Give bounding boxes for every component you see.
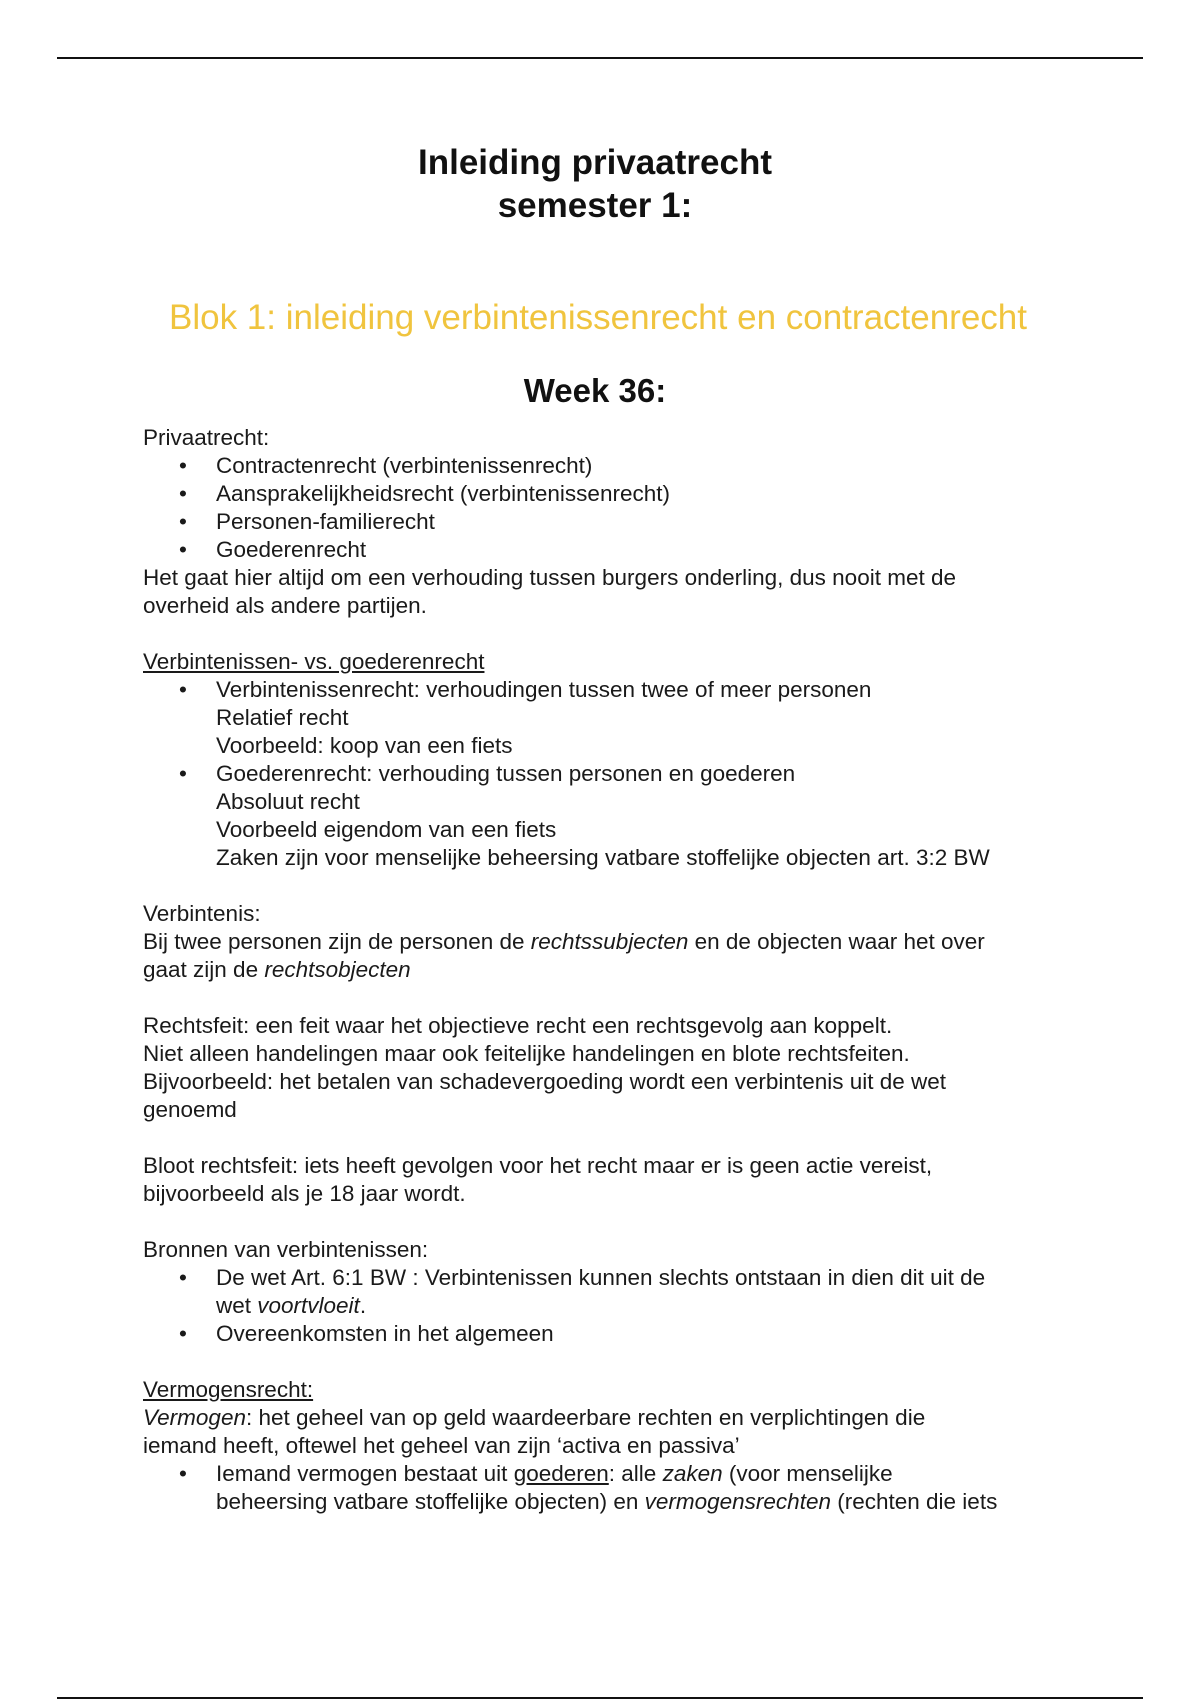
rechtsfeit-line: genoemd <box>143 1097 237 1122</box>
verbintenissen-vs-heading: Verbintenissen- vs. goederenrecht <box>143 649 485 674</box>
list-item: • Aansprakelijkheidsrecht (verbintenissenrecht) <box>179 481 670 506</box>
document-title: Inleiding privaatrecht <box>418 143 772 182</box>
bullet-icon: • <box>179 1461 187 1486</box>
list-item: • Iemand vermogen bestaat uit goederen: alle zaken (voor menselijke beheersing vatbare stoffelijke objecten) en vermogensrechten (rechten die iets <box>179 1461 998 1514</box>
rechtsfeit-line: Rechtsfeit: een feit waar het objectieve recht een rechtsgevolg aan koppelt. <box>143 1013 893 1038</box>
blok-heading: Blok 1: inleiding verbintenissenrecht en contractenrecht <box>169 298 1027 337</box>
list-item: • Personen-familierecht <box>179 509 435 534</box>
document-subtitle: semester 1: <box>497 186 693 225</box>
list-item: • Overeenkomsten in het algemeen <box>179 1321 554 1346</box>
document-body <box>143 424 1143 1516</box>
vermogen-definition-line: iemand heeft, oftewel het geheel van zijn ‘activa en passiva’ <box>143 1433 740 1458</box>
bullet-icon: • <box>179 509 187 534</box>
vermogen-definition-line: Vermogen: het geheel van op geld waardeerbare rechten en verplichtingen die <box>143 1405 926 1430</box>
vermogensrecht-list <box>143 1460 1143 1516</box>
bullet-icon: • <box>179 761 187 786</box>
privaatrecht-list <box>143 452 1143 564</box>
bullet-icon: • <box>179 1265 187 1290</box>
privaatrecht-note-line: overheid als andere partijen. <box>143 593 427 618</box>
bloot-rechtsfeit-line: Bloot rechtsfeit: iets heeft gevolgen voor het recht maar er is geen actie vereist, <box>143 1153 933 1178</box>
rechtsfeit-line: Bijvoorbeeld: het betalen van schadevergoeding wordt een verbintenis uit de wet <box>143 1069 947 1094</box>
verbintenis-text-line: Bij twee personen zijn de personen de rechtssubjecten en de objecten waar het over <box>143 929 985 954</box>
list-item: • Verbintenissenrecht: verhoudingen tussen twee of meer personen Relatief recht Voorbeeld: koop van een fiets <box>179 677 872 758</box>
bullet-icon: • <box>179 481 187 506</box>
verbintenis-label: Verbintenis: <box>143 901 261 926</box>
bullet-icon: • <box>179 453 187 478</box>
header-rule <box>57 57 1143 59</box>
list-item: • Goederenrecht: verhouding tussen personen en goederen Absoluut recht Voorbeeld eigendom van een fiets Zaken zijn voor menselijke beheersing vatbare stoffelijke objecten art. 3:2 BW <box>179 761 990 870</box>
bullet-icon: • <box>179 537 187 562</box>
vermogensrecht-heading: Vermogensrecht: <box>143 1377 314 1402</box>
bronnen-label: Bronnen van verbintenissen: <box>143 1237 429 1262</box>
rechtsfeit-line: Niet alleen handelingen maar ook feitelijke handelingen en blote rechtsfeiten. <box>143 1041 910 1066</box>
list-item: • Contractenrecht (verbintenissenrecht) <box>179 453 593 478</box>
footer-rule <box>57 1697 1143 1699</box>
list-item: • De wet Art. 6:1 BW : Verbintenissen kunnen slechts ontstaan in dien dit uit de wet voortvloeit. <box>179 1265 986 1318</box>
privaatrecht-label: Privaatrecht: <box>143 425 270 450</box>
list-item: • Goederenrecht <box>179 537 367 562</box>
bloot-rechtsfeit-line: bijvoorbeeld als je 18 jaar wordt. <box>143 1181 466 1206</box>
privaatrecht-note-line: Het gaat hier altijd om een verhouding tussen burgers onderling, dus nooit met de <box>143 565 956 590</box>
week-heading: Week 36: <box>523 372 667 409</box>
verbintenissen-vs-list <box>143 676 1143 872</box>
verbintenis-text-line: gaat zijn de rechtsobjecten <box>143 957 411 982</box>
bronnen-list <box>143 1264 1143 1348</box>
bullet-icon: • <box>179 1321 187 1346</box>
bullet-icon: • <box>179 677 187 702</box>
